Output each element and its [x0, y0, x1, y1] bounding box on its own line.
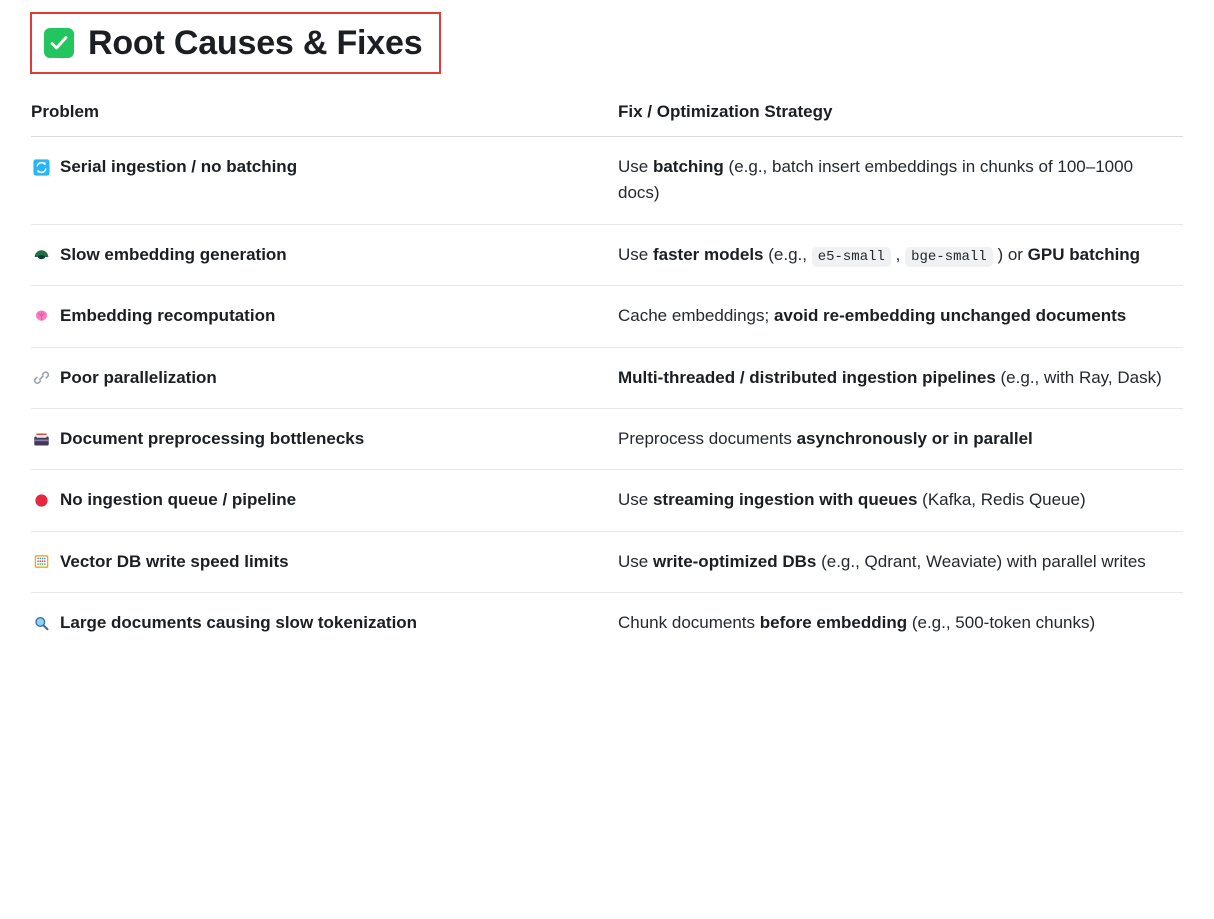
- link-icon: [31, 365, 51, 391]
- fix-emphasis: faster models: [652, 244, 764, 264]
- red-circle-icon: [31, 487, 51, 513]
- table-row: [31, 224, 1183, 286]
- page-title-highlight-box: [30, 12, 441, 74]
- problem-label: Vector DB write speed limits: [60, 551, 289, 571]
- table-body: [31, 137, 1183, 654]
- cell-fix: [618, 137, 1183, 225]
- fix-text: Use: [618, 157, 653, 176]
- table-row: [31, 470, 1183, 531]
- fix-text: ) or: [992, 244, 1028, 264]
- fix-text: Chunk documents: [618, 613, 760, 633]
- cell-problem: [31, 137, 618, 225]
- cell-problem: [31, 347, 618, 408]
- fix-text: (e.g., 500-token chunks): [907, 613, 1096, 633]
- problem-label: Embedding recomputation: [60, 306, 276, 326]
- fix-text: (Kafka, Redis Queue): [917, 490, 1086, 510]
- white-check-mark-icon: [44, 28, 74, 58]
- fix-text: Use: [618, 244, 653, 264]
- problem-label: Document preprocessing bottlenecks: [60, 429, 365, 449]
- nazar-amulet-icon: [31, 242, 51, 268]
- cell-fix: [618, 470, 1183, 531]
- problem-label: Slow embedding generation: [60, 244, 287, 264]
- problem-label: No ingestion queue / pipeline: [60, 490, 297, 510]
- fix-text: Use: [618, 490, 653, 510]
- cell-problem: [31, 470, 618, 531]
- cell-fix: [618, 347, 1183, 408]
- cell-fix: [618, 409, 1183, 470]
- magnifying-glass-icon: [31, 610, 51, 636]
- cell-problem: [31, 224, 618, 286]
- table-row: [31, 137, 1183, 225]
- fix-text: Cache embeddings;: [618, 306, 774, 326]
- table-row: [31, 286, 1183, 347]
- fix-text: Use: [618, 551, 653, 571]
- cell-fix: [618, 224, 1183, 286]
- cell-fix: [618, 286, 1183, 347]
- fix-text: (e.g., with Ray, Dask): [995, 367, 1162, 387]
- fix-emphasis: Multi-threaded / distributed ingestion pipelines: [618, 367, 996, 387]
- table-header-row: [31, 94, 1183, 137]
- page-title: Root Causes & Fixes: [88, 23, 423, 62]
- table-row: [31, 593, 1183, 654]
- fix-text: (e.g.,: [763, 244, 812, 264]
- fix-text: (e.g., Qdrant, Weaviate) with parallel writes: [816, 551, 1146, 571]
- column-header-fix: Fix / Optimization Strategy: [618, 94, 1183, 137]
- fix-emphasis: streaming ingestion with queues: [652, 490, 918, 510]
- cell-problem: [31, 286, 618, 347]
- cell-fix: [618, 531, 1183, 592]
- fix-emphasis: avoid re-embedding unchanged documents: [773, 306, 1127, 326]
- table-row: [31, 531, 1183, 592]
- cell-problem: [31, 531, 618, 592]
- root-causes-table: [31, 94, 1183, 653]
- fix-emphasis: write-optimized DBs: [652, 551, 817, 571]
- brain-icon: [31, 303, 51, 329]
- fix-text: Preprocess documents: [618, 429, 797, 449]
- counterclockwise-arrows-icon: [31, 154, 51, 180]
- cell-problem: [31, 409, 618, 470]
- code-token: bge-small: [905, 247, 993, 267]
- table-row: [31, 409, 1183, 470]
- fix-emphasis: asynchronously or in parallel: [796, 429, 1033, 449]
- fix-text: (e.g., batch insert embeddings in chunks of 100–1000 docs): [618, 157, 1134, 203]
- cell-problem: [31, 593, 618, 654]
- abacus-icon: [31, 549, 51, 575]
- problem-label: Serial ingestion / no batching: [60, 157, 298, 176]
- fix-emphasis: batching: [652, 157, 724, 176]
- code-token: e5-small: [812, 247, 891, 267]
- card-file-box-icon: [31, 426, 51, 452]
- fix-emphasis: GPU batching: [1027, 244, 1141, 264]
- table-row: [31, 347, 1183, 408]
- fix-text: ,: [890, 244, 906, 264]
- problem-label: Large documents causing slow tokenization: [60, 613, 418, 633]
- problem-label: Poor parallelization: [60, 367, 217, 387]
- fix-emphasis: before embedding: [759, 613, 908, 633]
- column-header-problem: Problem: [31, 94, 618, 137]
- cell-fix: [618, 593, 1183, 654]
